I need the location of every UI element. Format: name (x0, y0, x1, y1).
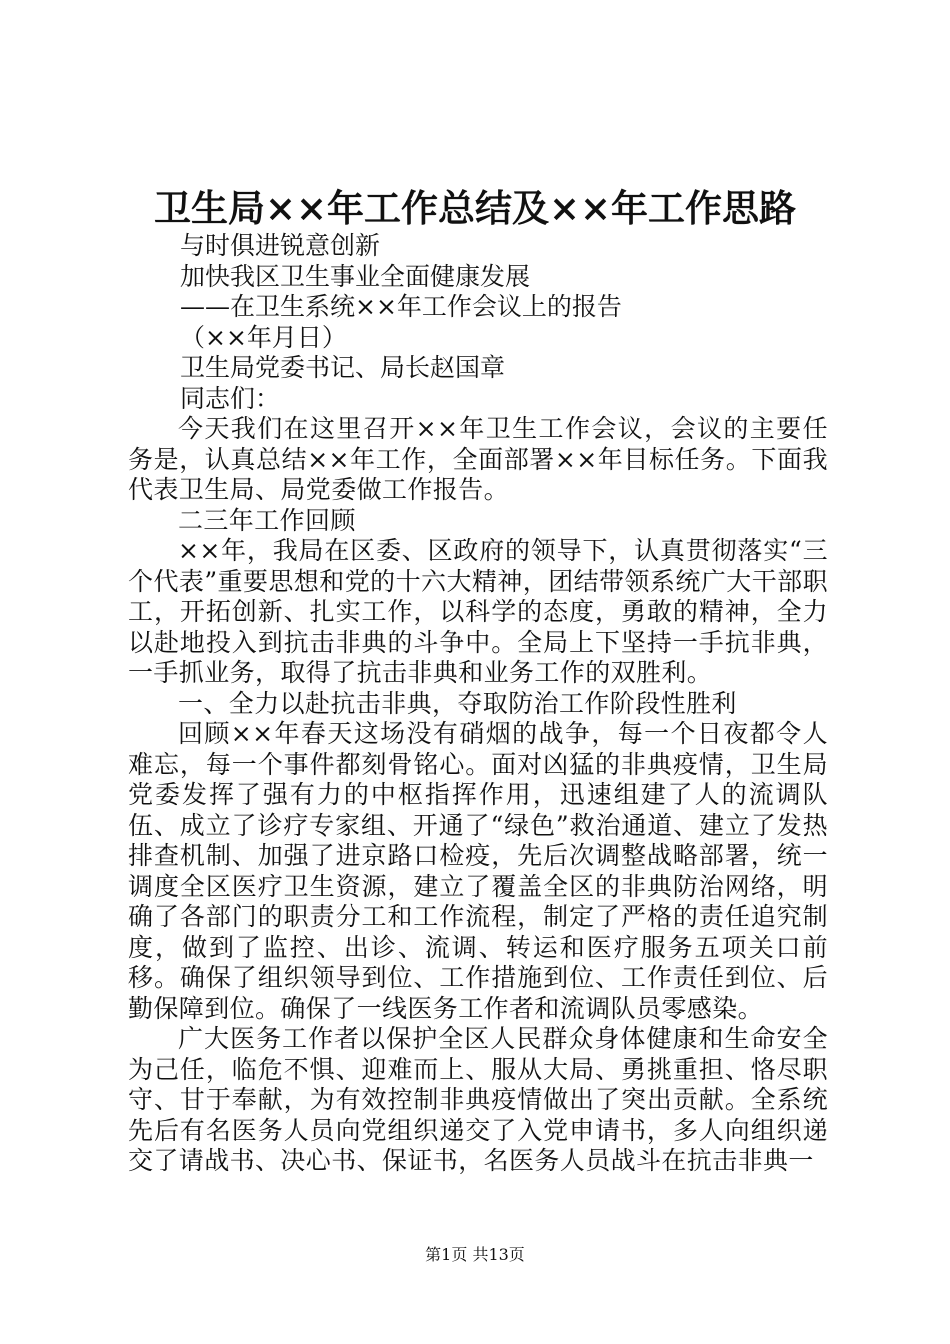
paragraph: 今天我们在这里召开××年卫生工作会议，会议的主要任务是，认真总结××年工作，全面部署××年目标任务。下面我代表卫生局、局党委做工作报告。 (128, 414, 828, 504)
subtitle-line: ——在卫生系统××年工作会议上的报告 (180, 292, 622, 321)
section-heading: 一、全力以赴抗击非典，夺取防治工作阶段性胜利 (178, 688, 737, 718)
paragraph: 回顾××年春天这场没有硝烟的战争，每一个日夜都令人难忘，每一个事件都刻骨铭心。面对凶猛的非典疫情，卫生局党委发挥了强有力的中枢指挥作用，迅速组建了人的流调队伍、成立了诊疗专家组、开通了“绿色”救治通道、建立了发热排查机制、加强了进京路口检疫，先后次调整战略部署，统一调度全区医疗卫生资源，建立了覆盖全区的非典防治网络，明确了各部门的职责分工和工作流程，制定了严格的责任追究制度，做到了监控、出诊、流调、转运和医疗服务五项关口前移。确保了组织领导到位、工作措施到位、工作责任到位、后勤保障到位。确保了一线医务工作者和流调队员零感染。 (128, 719, 828, 1023)
subtitle-line: 加快我区卫生事业全面健康发展 (180, 261, 531, 291)
date-line: （××年月日） (180, 322, 347, 352)
paragraph: ××年，我局在区委、区政府的领导下，认真贯彻落实“三个代表”重要思想和党的十六大精神，团结带领系统广大干部职工，开拓创新、扎实工作，以科学的态度，勇敢的精神，全力以赴地投入到抗击非典的斗争中。全局上下坚持一手抗非典，一手抓业务，取得了抗击非典和业务工作的双胜利。 (128, 536, 828, 687)
document-title: 卫生局××年工作总结及××年工作思路 (153, 186, 796, 230)
author-line: 卫生局党委书记、局长赵国章 (180, 353, 506, 382)
page-footer: 第1页 共13页 (425, 1245, 525, 1264)
salutation: 同志们： (180, 383, 281, 413)
section-heading: 二三年工作回顾 (178, 505, 356, 535)
subtitle-line: 与时俱进锐意创新 (180, 231, 381, 260)
paragraph: 广大医务工作者以保护全区人民群众身体健康和生命安全为己任，临危不惧、迎难而上、服从大局、勇挑重担、恪尽职守、甘于奉献，为有效控制非典疫情做出了突出贡献。全系统先后有名医务人员向党组织递交了入党申请书，多人向组织递交了请战书、决心书、保证书，名医务人员战斗在抗击非典一 (128, 1024, 828, 1175)
document-body (128, 231, 828, 1177)
